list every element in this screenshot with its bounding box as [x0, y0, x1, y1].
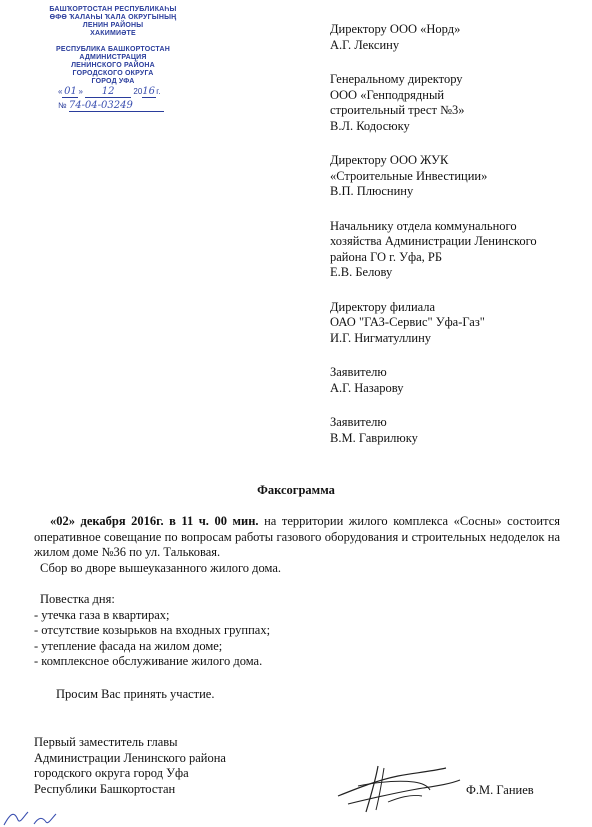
signatory-position: [34, 735, 264, 797]
date-year-suffix: 16: [142, 86, 156, 97]
recipient-line: района ГО г. Уфа, РБ: [330, 249, 443, 264]
document-title: Факсограмма: [257, 483, 335, 497]
recipient: [330, 300, 580, 347]
date-day: 01: [64, 86, 77, 97]
recipient: [330, 22, 580, 53]
stamp-line: РЕСПУБЛИКА БАШКОРТОСТАН: [56, 46, 170, 53]
number-prefix: №: [58, 101, 67, 110]
recipient-line: В.Л. Кодосюку: [330, 118, 410, 133]
agenda-title: Повестка дня:: [40, 592, 115, 606]
number-value: 74-04-03249: [69, 100, 164, 112]
recipient-line: строительный трест №3»: [330, 103, 465, 117]
recipient-line: «Строительные Инвестиции»: [330, 168, 488, 183]
date-close-quote: »: [78, 87, 83, 96]
date-year-unit: г.: [156, 87, 161, 96]
intro-paragraph: [34, 514, 560, 561]
recipient-line: Директору ООО ЖУК: [330, 153, 449, 167]
recipient: [330, 219, 580, 281]
date-month: 12: [85, 86, 131, 98]
recipient-line: Заявителю: [330, 365, 387, 379]
signatory-name: Ф.М. Ганиев: [466, 783, 534, 797]
recipient-line: В.П. Плюснину: [330, 184, 414, 198]
recipient-line: В.М. Гаврилюку: [330, 430, 418, 445]
recipient: [330, 72, 580, 134]
recipient: [330, 365, 580, 396]
stamp-line: ГОРОДСКОГО ОКРУГА: [72, 70, 154, 77]
gathering-point: Сбор во дворе вышеуказанного жилого дома.: [40, 560, 282, 575]
stamp-date: [58, 86, 188, 100]
stamp-line: АДМИНИСТРАЦИЯ: [79, 54, 147, 61]
recipient-line: А.Г. Назарову: [330, 380, 404, 395]
agenda-item: - утечка газа в квартирах;: [34, 607, 170, 622]
recipient-line: хозяйства Администрации Ленинского: [330, 234, 537, 248]
stamp-line: ӨФӨ ҠАЛАҺЫ ҠАЛА ОКРУГЫНЫҢ: [49, 14, 177, 21]
position-line: Администрации Ленинского района: [34, 750, 226, 765]
recipients-block: [330, 22, 580, 465]
recipient-line: Заявителю: [330, 415, 387, 429]
position-line: Республики Башкортостан: [34, 781, 176, 796]
recipient-line: ООО «Генподрядный: [330, 87, 445, 102]
position-line: Первый заместитель главы: [34, 735, 178, 749]
recipient-line: А.Г. Лексину: [330, 37, 400, 52]
corner-handwriting-mark: [0, 808, 80, 827]
administration-stamp: [38, 6, 188, 86]
stamp-line: ХАКИМИӘТЕ: [90, 30, 136, 37]
stamp-line: ЛЕНИНСКОГО РАЙОНА: [71, 62, 155, 69]
recipient-line: Генеральному директору: [330, 72, 463, 86]
stamp-line: ЛЕНИН РАЙОНЫ: [82, 22, 144, 29]
recipient-line: Начальнику отдела коммунального: [330, 218, 517, 233]
request-text: Просим Вас принять участие.: [56, 686, 215, 701]
stamp-line: ГОРОД УФА: [91, 78, 135, 85]
intro-text: на территории жилого комплекса «Сосны» состоится оперативное совещание по вопросам работы газового оборудования и строительных недоделок на жилом доме №36 по ул. Тальковая.: [34, 514, 560, 559]
agenda-item: - комплексное обслуживание жилого дома.: [34, 654, 263, 668]
recipient: [330, 415, 580, 446]
agenda: [34, 592, 560, 670]
recipient-line: И.Г. Нигматуллину: [330, 330, 432, 345]
position-line: городского округа город Уфа: [34, 766, 189, 780]
stamp-number: [58, 100, 188, 114]
recipient: [330, 153, 580, 200]
recipient-line: ОАО "ГАЗ-Сервис" Уфа-Газ": [330, 315, 485, 329]
date-open-quote: «: [58, 87, 63, 96]
meeting-datetime: «02» декабря 2016г. в 11 ч. 00 мин.: [50, 514, 259, 528]
document-body: [34, 514, 560, 702]
date-year-prefix: 20: [133, 87, 143, 96]
stamp-line: БАШҠОРТОСТАН РЕСПУБЛИКАҺЫ: [49, 6, 177, 13]
recipient-line: Е.В. Белову: [330, 265, 393, 279]
recipient-line: Директору ООО «Норд»: [330, 22, 461, 36]
agenda-item: - утепление фасада на жилом доме;: [34, 638, 223, 653]
agenda-item: - отсутствие козырьков на входных группах;: [34, 623, 271, 637]
handwritten-signature: [318, 758, 468, 818]
recipient-line: Директору филиала: [330, 299, 436, 314]
